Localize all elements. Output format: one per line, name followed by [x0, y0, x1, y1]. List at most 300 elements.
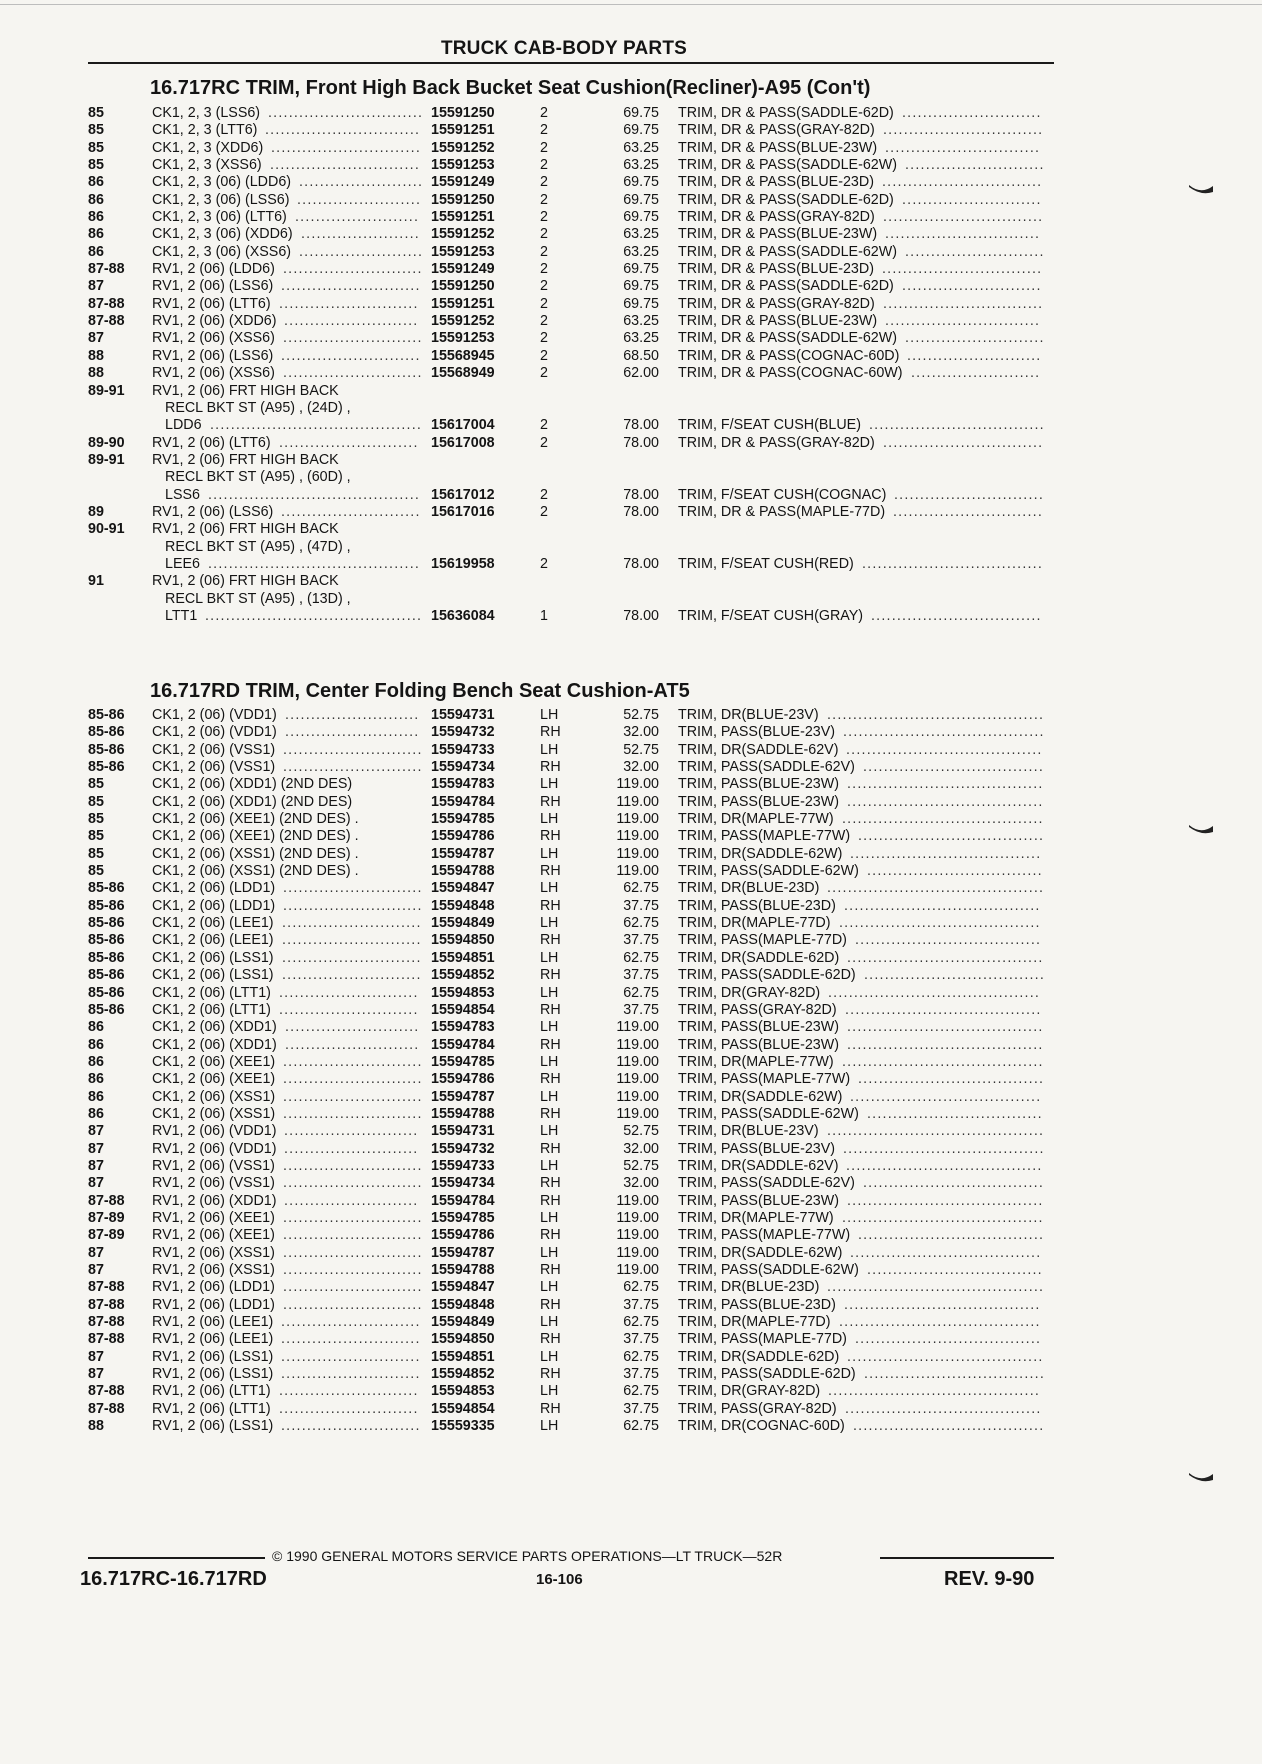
part-number: 15594788 [431, 1262, 495, 1278]
list-price: 119.00 [616, 1053, 659, 1070]
quantity: LH [540, 880, 559, 897]
vehicle-description: RV1, 2 (06) FRT HIGH BACK [152, 521, 339, 538]
vehicle-description: CK1, 2 (06) (VSS1) [152, 741, 276, 758]
vehicle-description: LSS6 [165, 486, 200, 503]
model-year: 85 [88, 122, 104, 139]
leader-dots: .......................... [284, 1192, 419, 1209]
part-row [0, 278, 1100, 295]
quantity: LH [540, 1123, 559, 1140]
trim-description: TRIM, DR & PASS(SADDLE-62W) [678, 157, 897, 174]
quantity: 2 [540, 105, 548, 121]
model-year: 86 [88, 191, 104, 208]
vehicle-description: RV1, 2 (06) (LSS1) [152, 1418, 274, 1435]
leader-dots: ........................... [283, 1157, 423, 1174]
part-number: 15594784 [431, 1036, 495, 1053]
leader-dots: ........................... [279, 1383, 419, 1400]
leader-dots: .............................. [885, 139, 1041, 156]
model-year: 86 [88, 1105, 104, 1122]
vehicle-description: RV1, 2 (06) (LDD1) [152, 1296, 275, 1313]
vehicle-description: RV1, 2 (06) (LTT1) [152, 1400, 271, 1417]
list-price: 62.75 [623, 949, 659, 966]
quantity: LH [540, 1209, 559, 1226]
vehicle-description: CK1, 2 (06) (XSS1) (2ND DES) . [152, 863, 359, 880]
quantity: LH [540, 1279, 559, 1296]
leader-dots: .......................................... [205, 607, 423, 624]
model-year: 85 [88, 105, 104, 121]
part-row [0, 1262, 1100, 1279]
vehicle-description: RV1, 2 (06) FRT HIGH BACK [152, 451, 339, 468]
quantity: 2 [540, 313, 548, 330]
list-price: 63.25 [623, 157, 659, 174]
part-number: 15594853 [431, 984, 495, 1001]
vehicle-description: RV1, 2 (06) FRT HIGH BACK [152, 382, 339, 399]
trim-description: TRIM, DR(COGNAC-60D) [678, 1418, 845, 1435]
quantity: RH [540, 967, 561, 984]
leader-dots: .......................................... [827, 880, 1045, 897]
vehicle-description: CK1, 2, 3 (06) (XSS6) [152, 243, 292, 260]
quantity: 2 [540, 261, 548, 278]
vehicle-description: CK1, 2, 3 (06) (LDD6) [152, 174, 292, 191]
list-price: 52.75 [623, 1157, 659, 1174]
leader-dots: ........................... [281, 1366, 421, 1383]
part-row [0, 828, 1100, 845]
list-price: 62.75 [623, 1314, 659, 1331]
part-row [0, 776, 1100, 793]
part-row [0, 573, 1100, 590]
quantity: 2 [540, 555, 548, 572]
vehicle-description: RV1, 2 (06) (LEE1) [152, 1314, 274, 1331]
leader-dots: ........................... [281, 1348, 421, 1365]
quantity: 2 [540, 417, 548, 434]
list-price: 62.75 [623, 1348, 659, 1365]
model-year: 85 [88, 793, 104, 810]
trim-description: TRIM, DR(SADDLE-62V) [678, 1157, 839, 1174]
trim-description: TRIM, PASS(BLUE-23D) [678, 1296, 836, 1313]
vehicle-description: CK1, 2 (06) (XDD1) [152, 1019, 277, 1036]
model-year: 88 [88, 365, 104, 382]
part-row [0, 1401, 1100, 1418]
leader-dots: ........................... [283, 1296, 423, 1313]
trim-description: TRIM, DR & PASS(GRAY-82D) [678, 122, 875, 139]
leader-dots: .......................................... [827, 1279, 1045, 1296]
quantity: RH [540, 1105, 561, 1122]
vehicle-description: RV1, 2 (06) (LSS1) [152, 1348, 274, 1365]
list-price: 62.75 [623, 1279, 659, 1296]
trim-description: TRIM, PASS(SADDLE-62D) [678, 1366, 856, 1383]
part-row [0, 1123, 1100, 1140]
part-number: 15636084 [431, 607, 495, 624]
part-number: 15594785 [431, 1053, 495, 1070]
quantity: LH [540, 1418, 559, 1435]
part-row [0, 811, 1100, 828]
part-row [0, 724, 1100, 741]
leader-dots: ..................................... [850, 1244, 1042, 1261]
leader-dots: ........................... [283, 330, 423, 347]
vehicle-description: RECL BKT ST (A95) , (47D) , [165, 538, 351, 555]
quantity: RH [540, 1175, 561, 1192]
part-number: 15594734 [431, 1175, 495, 1192]
model-year: 87 [88, 1244, 104, 1261]
part-row [0, 591, 1100, 608]
model-year: 85-86 [88, 967, 125, 984]
leader-dots: ....................................... [839, 1314, 1041, 1331]
leader-dots: ................................... [864, 967, 1046, 984]
leader-dots: ...................................... [846, 1157, 1043, 1174]
list-price: 37.75 [623, 1400, 659, 1417]
leader-dots: .................................... [855, 932, 1042, 949]
trim-description: TRIM, PASS(BLUE-23W) [678, 1036, 839, 1053]
leader-dots: ........................... [282, 932, 422, 949]
list-price: 119.00 [616, 1244, 659, 1261]
list-price: 62.75 [623, 1383, 659, 1400]
vehicle-description: CK1, 2 (06) (XEE1) (2ND DES) . [152, 828, 359, 845]
revision-label: REV. 9-90 [944, 1568, 1035, 1590]
model-year: 86 [88, 243, 104, 260]
part-row [0, 504, 1100, 521]
leader-dots: ...................................... [844, 1296, 1041, 1313]
list-price: 63.25 [623, 226, 659, 243]
list-price: 78.00 [623, 434, 659, 451]
quantity: RH [540, 1001, 561, 1018]
part-number: 15591249 [431, 174, 495, 191]
part-number: 15594733 [431, 741, 495, 758]
leader-dots: ............................. [270, 157, 420, 174]
part-number: 15594854 [431, 1001, 495, 1018]
quantity: LH [540, 1314, 559, 1331]
leader-dots: .......................... [284, 1140, 419, 1157]
trim-description: TRIM, DR & PASS(BLUE-23D) [678, 174, 874, 191]
vehicle-description: RV1, 2 (06) (LDD6) [152, 261, 275, 278]
vehicle-description: CK1, 2 (06) (XDD1) (2ND DES) [152, 793, 353, 810]
part-row [0, 244, 1100, 261]
vehicle-description: RV1, 2 (06) (LTT6) [152, 295, 271, 312]
leader-dots: .......................... [285, 724, 420, 741]
leader-dots: .......................................... [827, 1123, 1045, 1140]
part-row [0, 174, 1100, 191]
part-number: 15594731 [431, 707, 495, 723]
leader-dots: ......................................... [208, 486, 421, 503]
footer-rule-right [880, 1557, 1054, 1559]
leader-dots: ........................... [283, 897, 423, 914]
leader-dots: ........................... [281, 1314, 421, 1331]
list-price: 119.00 [616, 863, 659, 880]
part-number: 15568945 [431, 347, 495, 364]
page-number: 16-106 [536, 1571, 583, 1588]
leader-dots: .................................... [855, 1331, 1042, 1348]
list-price: 119.00 [616, 1071, 659, 1088]
part-row [0, 1106, 1100, 1123]
vehicle-description: RV1, 2 (06) (LTT1) [152, 1383, 271, 1400]
section-title-16-717rd: 16.717RD TRIM, Center Folding Bench Seat Cushion-AT5 [150, 680, 690, 702]
part-row [0, 1054, 1100, 1071]
quantity: RH [540, 1227, 561, 1244]
part-number: 15594734 [431, 759, 495, 776]
part-number: 15594851 [431, 949, 495, 966]
leader-dots: ........................... [281, 503, 421, 520]
vehicle-description: CK1, 2, 3 (XDD6) [152, 139, 264, 156]
trim-description: TRIM, DR(MAPLE-77D) [678, 915, 831, 932]
part-row [0, 1349, 1100, 1366]
list-price: 119.00 [616, 845, 659, 862]
vehicle-description: CK1, 2 (06) (LSS1) [152, 967, 274, 984]
vehicle-description: CK1, 2 (06) (VSS1) [152, 759, 276, 776]
part-row [0, 1227, 1100, 1244]
list-price: 69.75 [623, 105, 659, 121]
part-number: 15591251 [431, 209, 495, 226]
trim-description: TRIM, DR(MAPLE-77W) [678, 1053, 834, 1070]
trim-description: TRIM, DR & PASS(GRAY-82D) [678, 434, 875, 451]
model-year: 91 [88, 573, 104, 590]
vehicle-description: CK1, 2 (06) (LSS1) [152, 949, 274, 966]
trim-description: TRIM, PASS(SADDLE-62D) [678, 967, 856, 984]
quantity: 2 [540, 174, 548, 191]
list-price: 119.00 [616, 811, 659, 828]
vehicle-description: RV1, 2 (06) (XSS6) [152, 365, 275, 382]
list-price: 119.00 [616, 1227, 659, 1244]
vehicle-description: RV1, 2 (06) (VSS1) [152, 1175, 275, 1192]
section-16-717rc-rows [0, 105, 1100, 625]
quantity: 2 [540, 503, 548, 520]
vehicle-description: RV1, 2 (06) FRT HIGH BACK [152, 573, 339, 590]
trim-description: TRIM, DR & PASS(SADDLE-62W) [678, 243, 897, 260]
leader-dots: ................................. [871, 607, 1042, 624]
model-year: 85-86 [88, 949, 125, 966]
quantity: LH [540, 1348, 559, 1365]
model-year: 87-89 [88, 1209, 125, 1226]
leader-dots: ........................... [902, 278, 1042, 295]
quantity: LH [540, 707, 559, 723]
part-row [0, 209, 1100, 226]
trim-description: TRIM, PASS(SADDLE-62W) [678, 863, 859, 880]
part-row [0, 1071, 1100, 1088]
part-row [0, 365, 1100, 382]
trim-description: TRIM, DR & PASS(MAPLE-77D) [678, 503, 886, 520]
model-year: 85-86 [88, 915, 125, 932]
vehicle-description: CK1, 2 (06) (XDD1) [152, 1036, 277, 1053]
leader-dots: ......................................... [208, 555, 421, 572]
model-year: 85-86 [88, 724, 125, 741]
quantity: RH [540, 1140, 561, 1157]
model-year: 86 [88, 1071, 104, 1088]
part-row [0, 846, 1100, 863]
model-year: 89-91 [88, 382, 125, 399]
list-price: 52.75 [623, 707, 659, 723]
part-row [0, 487, 1100, 504]
leader-dots: .................................. [867, 1262, 1043, 1278]
leader-dots: ............................... [882, 174, 1043, 191]
list-price: 69.75 [623, 191, 659, 208]
part-number: 15591253 [431, 243, 495, 260]
trim-description: TRIM, DR(SADDLE-62W) [678, 845, 843, 862]
part-row [0, 1037, 1100, 1054]
trim-description: TRIM, PASS(SADDLE-62W) [678, 1262, 859, 1278]
list-price: 69.75 [623, 174, 659, 191]
vehicle-description: RV1, 2 (06) (LSS6) [152, 278, 274, 295]
leader-dots: .................................... [858, 1227, 1045, 1244]
vehicle-description: CK1, 2, 3 (06) (LSS6) [152, 191, 290, 208]
quantity: LH [540, 741, 559, 758]
model-year: 85 [88, 863, 104, 880]
list-price: 69.75 [623, 209, 659, 226]
part-row [0, 985, 1100, 1002]
leader-dots: ....................................... [842, 1053, 1044, 1070]
part-row [0, 1002, 1100, 1019]
vehicle-description: CK1, 2 (06) (LDD1) [152, 897, 276, 914]
part-number: 15594848 [431, 897, 495, 914]
trim-description: TRIM, PASS(MAPLE-77W) [678, 828, 851, 845]
model-year: 87-88 [88, 1400, 125, 1417]
vehicle-description: RV1, 2 (06) (XEE1) [152, 1227, 275, 1244]
list-price: 52.75 [623, 1123, 659, 1140]
leader-dots: ................................... [862, 555, 1044, 572]
trim-description: TRIM, PASS(GRAY-82D) [678, 1001, 837, 1018]
header-rule [88, 62, 1054, 64]
part-number: 15594785 [431, 1209, 495, 1226]
quantity: 1 [540, 607, 548, 624]
part-row [0, 539, 1100, 556]
page-header: TRUCK CAB-BODY PARTS [440, 38, 688, 59]
part-number: 15594732 [431, 724, 495, 741]
list-price: 78.00 [623, 417, 659, 434]
quantity: RH [540, 1262, 561, 1278]
trim-description: TRIM, PASS(BLUE-23W) [678, 1019, 839, 1036]
trim-description: TRIM, DR(GRAY-82D) [678, 984, 821, 1001]
leader-dots: ...................................... [845, 1400, 1042, 1417]
quantity: RH [540, 863, 561, 880]
quantity: 2 [540, 434, 548, 451]
trim-description: TRIM, DR(BLUE-23V) [678, 1123, 819, 1140]
trim-description: TRIM, PASS(BLUE-23W) [678, 776, 839, 793]
list-price: 37.75 [623, 1331, 659, 1348]
part-number: 15594784 [431, 793, 495, 810]
quantity: LH [540, 1244, 559, 1261]
quantity: LH [540, 811, 559, 828]
trim-description: TRIM, PASS(SADDLE-62W) [678, 1105, 859, 1122]
list-price: 78.00 [623, 555, 659, 572]
list-price: 119.00 [616, 1088, 659, 1105]
list-price: 63.25 [623, 330, 659, 347]
quantity: RH [540, 1296, 561, 1313]
part-number: 15594853 [431, 1383, 495, 1400]
leader-dots: ............................... [883, 295, 1044, 312]
part-number: 15591250 [431, 191, 495, 208]
part-row [0, 1383, 1100, 1400]
leader-dots: ...................................... [844, 897, 1041, 914]
part-number: 15591251 [431, 295, 495, 312]
quantity: RH [540, 1036, 561, 1053]
quantity: RH [540, 1366, 561, 1383]
vehicle-description: CK1, 2 (06) (LTT1) [152, 1001, 271, 1018]
leader-dots: .......................... [284, 313, 419, 330]
part-number: 15619958 [431, 555, 495, 572]
leader-dots: ............................. [894, 486, 1044, 503]
vehicle-description: CK1, 2, 3 (LSS6) [152, 105, 261, 121]
leader-dots: .................................. [869, 417, 1045, 434]
part-row [0, 932, 1100, 949]
part-row [0, 1366, 1100, 1383]
model-year: 85 [88, 828, 104, 845]
part-number: 15559335 [431, 1418, 495, 1435]
model-year: 85-86 [88, 741, 125, 758]
model-year: 85-86 [88, 984, 125, 1001]
trim-description: TRIM, PASS(SADDLE-62V) [678, 759, 855, 776]
vehicle-description: RV1, 2 (06) (XDD6) [152, 313, 277, 330]
vehicle-description: CK1, 2, 3 (XSS6) [152, 157, 262, 174]
part-row [0, 742, 1100, 759]
vehicle-description: CK1, 2, 3 (06) (XDD6) [152, 226, 293, 243]
trim-description: TRIM, DR(GRAY-82D) [678, 1383, 821, 1400]
part-number: 15591252 [431, 226, 495, 243]
list-price: 63.25 [623, 139, 659, 156]
leader-dots: ...................................... [847, 1019, 1044, 1036]
part-number: 15617008 [431, 434, 495, 451]
leader-dots: .......................... [285, 1019, 420, 1036]
model-year: 85-86 [88, 759, 125, 776]
leader-dots: ........................... [282, 967, 422, 984]
quantity: LH [540, 949, 559, 966]
vehicle-description: CK1, 2 (06) (LDD1) [152, 880, 276, 897]
leader-dots: ...................................... [845, 1001, 1042, 1018]
model-year: 85-86 [88, 932, 125, 949]
part-row [0, 417, 1100, 434]
part-number: 15594849 [431, 915, 495, 932]
leader-dots: ........................ [299, 243, 424, 260]
model-year: 89 [88, 503, 104, 520]
part-row [0, 950, 1100, 967]
trim-description: TRIM, DR & PASS(BLUE-23W) [678, 226, 878, 243]
leader-dots: ...................................... [847, 949, 1044, 966]
model-year: 87 [88, 278, 104, 295]
scan-edge-line [0, 4, 1262, 5]
part-row [0, 192, 1100, 209]
model-year: 85 [88, 776, 104, 793]
quantity: RH [540, 759, 561, 776]
leader-dots: ...................................... [846, 741, 1043, 758]
section-title-16-717rc: 16.717RC TRIM, Front High Back Bucket Seat Cushion(Recliner)-A95 (Con't) [150, 77, 871, 99]
leader-dots: ................................... [863, 759, 1045, 776]
leader-dots: ........................... [283, 1244, 423, 1261]
vehicle-description: RV1, 2 (06) (XSS6) [152, 330, 275, 347]
leader-dots: ..................................... [850, 1088, 1042, 1105]
vehicle-description: CK1, 2, 3 (06) (LTT6) [152, 209, 287, 226]
part-number: 15594787 [431, 1244, 495, 1261]
vehicle-description: LDD6 [165, 417, 202, 434]
list-price: 52.75 [623, 741, 659, 758]
part-number: 15594784 [431, 1192, 495, 1209]
part-row [0, 967, 1100, 984]
vehicle-description: RV1, 2 (06) (XEE1) [152, 1209, 275, 1226]
trim-description: TRIM, PASS(BLUE-23V) [678, 1140, 836, 1157]
part-row [0, 915, 1100, 932]
leader-dots: ...................................... [847, 1192, 1044, 1209]
list-price: 37.75 [623, 897, 659, 914]
trim-description: TRIM, DR(MAPLE-77D) [678, 1314, 831, 1331]
part-number: 15594731 [431, 1123, 495, 1140]
part-row [0, 452, 1100, 469]
list-price: 69.75 [623, 122, 659, 139]
leader-dots: ........................... [281, 1331, 421, 1348]
vehicle-description: RV1, 2 (06) (XSS1) [152, 1244, 275, 1261]
leader-dots: ........................ [297, 191, 422, 208]
leader-dots: ....................................... [842, 811, 1044, 828]
model-year: 85 [88, 845, 104, 862]
list-price: 119.00 [616, 1105, 659, 1122]
leader-dots: ........................... [283, 1105, 423, 1122]
model-year: 86 [88, 1036, 104, 1053]
leader-dots: ........................... [283, 880, 423, 897]
trim-description: TRIM, DR & PASS(BLUE-23W) [678, 313, 878, 330]
leader-dots: ....................................... [839, 915, 1041, 932]
